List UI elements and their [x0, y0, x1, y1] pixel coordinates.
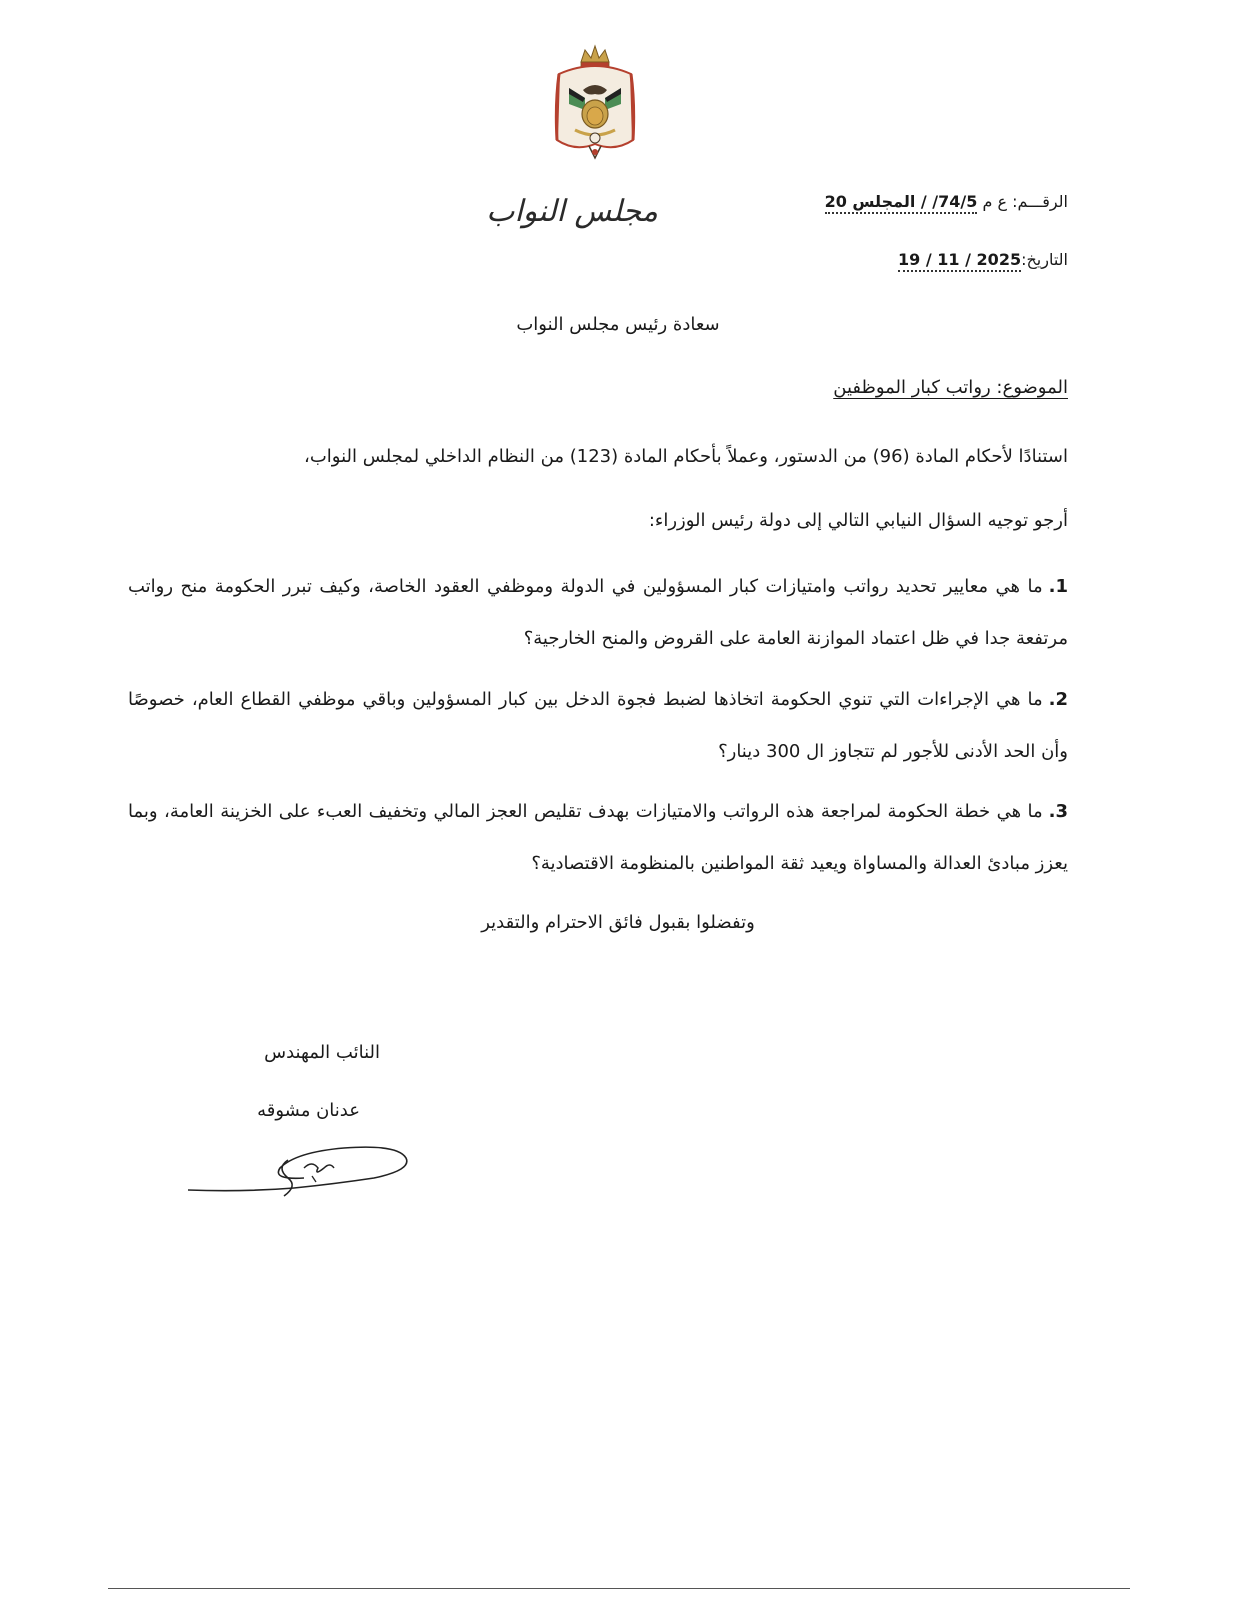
- signatory-title: النائب المهندس: [264, 1042, 380, 1063]
- addressee: سعادة رئيس مجلس النواب: [516, 314, 720, 335]
- closing-line: وتفضلوا بقبول فائق الاحترام والتقدير: [481, 912, 755, 933]
- question-item: [128, 786, 1068, 890]
- signatory-name: عدنان مشوقه: [257, 1100, 360, 1121]
- question-item: [128, 674, 1068, 778]
- reference-label: الرقـــم: ع م: [977, 192, 1068, 211]
- question-text: ما هي الإجراءات التي تنوي الحكومة اتخاذها لضبط فجوة الدخل بين كبار المسؤولين وباقي موظفي القطاع العام، خصوصًا وأن الحد الأدنى للأجور لم تتجاوز ال 300 دينار؟: [128, 689, 1068, 762]
- question-text: ما هي معايير تحديد رواتب وامتيازات كبار المسؤولين في الدولة وموظفي العقود الخاصة، وكيف تبرر الحكومة منح رواتب مرتفعة جدا في ظل اعتماد الموازنة العامة على القروض والمنح الخارجية؟: [128, 576, 1068, 649]
- subject-line: [148, 377, 1068, 398]
- footer-divider: [108, 1588, 1130, 1589]
- handwritten-signature-icon: [184, 1138, 424, 1208]
- date-label: التاريخ:: [1021, 250, 1068, 269]
- coat-of-arms-icon: [545, 44, 645, 164]
- intro-paragraph: استنادًا لأحكام المادة (96) من الدستور، وعملاً بأحكام المادة (123) من النظام الداخلي لمجلس النواب،: [304, 446, 1068, 467]
- date-line: [708, 250, 1068, 269]
- question-number: 2.: [1048, 689, 1068, 710]
- question-item: [128, 561, 1068, 665]
- request-paragraph: أرجو توجيه السؤال النيابي التالي إلى دولة رئيس الوزراء:: [648, 510, 1068, 531]
- subject-text: الموضوع: رواتب كبار الموظفين: [833, 377, 1068, 398]
- reference-value: 74/5/ / المجلس 20: [825, 192, 978, 214]
- question-number: 3.: [1048, 801, 1068, 822]
- question-number: 1.: [1048, 576, 1068, 597]
- date-value: 2025 / 11 / 19: [898, 250, 1021, 272]
- council-logo: [486, 184, 658, 240]
- reference-line: [708, 192, 1068, 211]
- question-text: ما هي خطة الحكومة لمراجعة هذه الرواتب والامتيازات بهدف تقليص العجز المالي وتخفيف العبء على الخزينة العامة، وبما يعزز مبادئ العدالة والمساواة ويعيد ثقة المواطنين بالمنظومة الاقتصادية؟: [128, 801, 1068, 874]
- council-logo-text: مجلس النواب: [486, 194, 658, 229]
